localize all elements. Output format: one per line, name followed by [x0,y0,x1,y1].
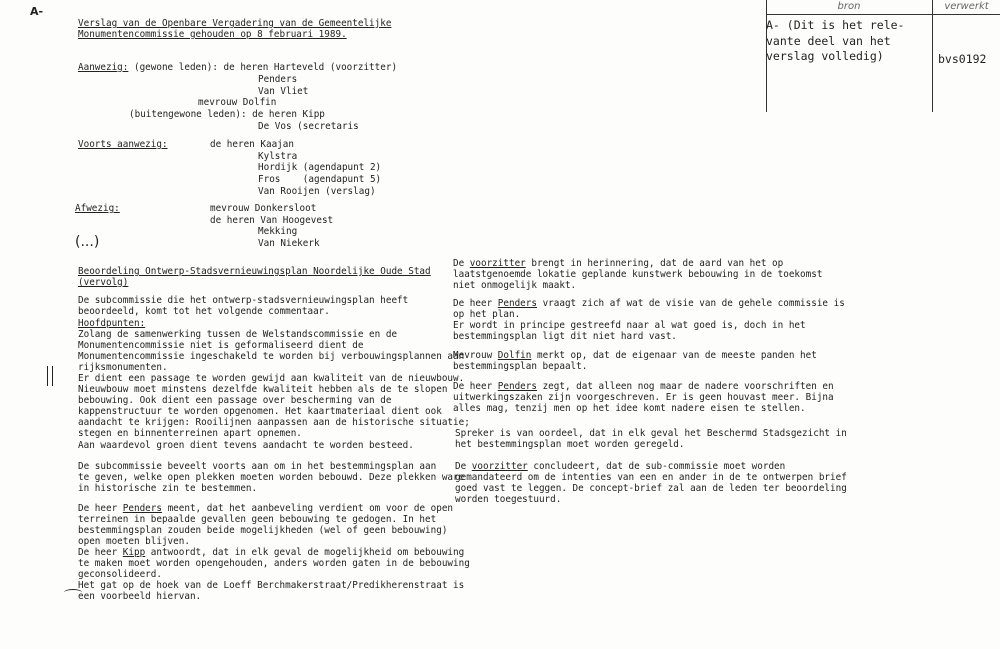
header-bron: bron [766,0,932,15]
speaker-name: Penders [497,381,537,392]
paragraph-line: Spreker is van oordeel, dat in elk geval het Beschermd Stadsgezicht in [455,428,847,439]
paragraph-line: niet onmogelijk maakt. [453,280,577,291]
paragraph-line: te maken moet worden opengehouden, anders worden gaten in de bebouwing [78,558,470,569]
absent-member: de heren Van Hoogevest [210,215,334,226]
paragraph-line: alles mag, tenzij men op het idee komt nadere eisen te stellen. [453,403,806,414]
text-fragment: De [455,461,472,472]
paragraph-line [78,547,464,559]
paragraph-line: terreinen in bepaalde gevallen geen bebouwing te gedogen. In het [78,514,437,525]
processing-code: bvs0192 [938,52,987,66]
header-verwerkt: verwerkt [933,0,1000,15]
paragraph-line: Monumentencommissie niet is geformaliseerd dient de [78,340,364,351]
page-marker: A- [30,5,44,18]
present-member: De Vos (secretaris [258,121,359,132]
absent-member: Mekking [258,226,298,237]
also-present-member: Fros (agendapunt 5) [258,174,382,185]
source-note: A- (Dit is het rele- vante deel van het verslag volledig) [766,18,905,63]
paragraph-line: op het plan. [453,309,521,320]
paragraph-line: Aan waardevol groen dient tevens aandacht te worden besteed. [78,440,414,451]
also-present-member: Kylstra [258,151,298,162]
paragraph-line: uitwerkingszaken zijn voorgeschreven. Er is geen houvast meer. Bijna [453,392,834,403]
paragraph-line [453,298,845,310]
paragraph-line: beoordeeld, komt tot het volgende commentaar. [78,306,330,317]
paragraph-line: gemandateerd om de intenties van een en ander in de te ontwerpen brief [455,472,847,483]
text-fragment: De heer [453,381,498,392]
section-heading: Beoordeling Ontwerp-Stadsvernieuwingsplan Noordelijke Oude Stad [78,266,431,277]
also-present-label: Voorts aanwezig: [78,139,168,150]
speaker-name: Dolfin [497,350,532,361]
paragraph-line: het bestemmingsplan moet worden geregeld. [455,439,685,450]
paragraph-line: bestemmingsplan ligt dit niet hard vast. [453,331,677,342]
paragraph-line: worden toegestuurd. [455,494,562,505]
present-line [78,62,397,74]
paragraph-line: Zolang de samenwerking tussen de Welstandscommissie en de [78,329,398,340]
text-fragment: De heer [78,547,123,558]
present-first: (gewone leden): de heren Harteveld (voorzitter) [128,62,398,73]
paragraph-line [453,258,783,270]
present-member: mevrouw Dolfin [198,97,277,108]
reference-table [766,0,1000,112]
text-fragment: antwoordt, dat in elk geval de mogelijkheid om bebouwing [145,547,465,558]
text-fragment: Mevrouw [453,350,498,361]
paragraph-line: Er wordt in principe gestreefd naar al wat goed is, doch in het [453,320,806,331]
absent-member: mevrouw Donkersloot [210,203,317,214]
speaker-name: Penders [497,298,537,309]
paragraph-line: Er dient een passage te worden gewijd aan kwaliteit van de nieuwbouw. [78,373,465,384]
title-line-1: Verslag van de Openbare Vergadering van de Gemeentelijke [78,18,392,29]
also-present-member: Van Rooijen (verslag) [258,186,376,197]
paragraph-line [453,350,817,362]
paragraph-line: een voorbeeld hiervan. [78,591,202,602]
paragraph-line: Nieuwbouw moet minstens dezelfde kwaliteit hebben als de te slopen [78,384,448,395]
paragraph-line: bebouwing. Ook dient een passage over bescherming van de [78,395,392,406]
absent-label: Afwezig: [75,203,120,214]
paragraph-line: Het gat op de hoek van de Loeff Berchmakerstraat/Predikherenstraat is [78,580,465,591]
text-fragment: merkt op, dat de eigenaar van de meeste panden het [531,350,817,361]
present-label: Aanwezig: [78,62,129,73]
paragraph-line: stegen en binnenterreinen apart opnemen. [78,428,302,439]
text-fragment: De [453,258,470,269]
absent-member: Van Niekerk [258,238,320,249]
table-divider [932,0,933,112]
paragraph-line: Monumentencommissie ingeschakeld te worden bij verbouwingsplannen aan [78,351,465,362]
paragraph-line: aandacht te krijgen: Rooilijnen aanpassen aan de historische situatie; [78,417,470,428]
paragraph-line: bestemmingsplan bepaalt. [453,361,588,372]
omission-marker: (...) [75,234,100,250]
text-fragment: concludeert, dat de sub-commissie moet worden [527,461,786,472]
paragraph-line: rijksmonumenten. [78,362,168,373]
present-member: Penders [258,74,298,85]
paragraph-line: De subcommissie die het ontwerp-stadsvernieuwingsplan heeft [78,295,409,306]
speaker-name: voorzitter [469,258,526,269]
paragraph-line: bestemmingsplan zouden beide mogelijkheden (wel of geen bebouwing) [78,525,448,536]
margin-mark [47,366,53,386]
paragraph-line: geconsolideerd. [78,569,162,580]
speaker-name: Penders [122,503,162,514]
text-fragment: vraagt zich af wat de visie van de gehele commissie is [536,298,845,309]
speaker-name: voorzitter [471,461,528,472]
paragraph-line: laatstgenoemde lokatie geplande kunstwerk bebouwing in de toekomst [453,269,823,280]
paragraph-line: De subcommissie beveelt voorts aan om in het bestemmingsplan aan [78,461,437,472]
title-line-2: Monumentencommissie gehouden op 8 februari 1989. [78,29,347,40]
section-heading-cont: (vervolg) [78,277,129,288]
text-fragment: De heer [78,503,123,514]
subheading-hoofdpunten: Hoofdpunten: [78,318,146,329]
paragraph-line: in historische zin te bestemmen. [78,483,258,494]
speaker-name: Kipp [122,547,146,558]
text-fragment: brengt in herinnering, dat de aard van het op [525,258,784,269]
paragraph-line [455,461,785,473]
text-fragment: zegt, dat alleen nog maar de nadere voorschriften en [536,381,834,392]
present-member: Van Vliet [258,86,309,97]
also-present-member: Hordijk (agendapunt 2) [258,162,382,173]
paragraph-line: te geven, welke open plekken moeten worden bebouwd. Deze plekken ware [78,472,465,483]
text-fragment: meent, dat het aanbeveling verdient om voor de open [161,503,454,514]
also-present-member: de heren Kaajan [210,139,294,150]
paragraph-line: kappenstructuur te worden opgenomen. Het kaartmateriaal dient ook [78,406,442,417]
present-extra-members: (buitengewone leden): de heren Kipp [129,109,325,120]
paragraph-line [453,381,834,393]
pen-stroke [64,589,82,596]
paragraph-line [78,503,453,515]
paragraph-line: goed vast te leggen. De concept-brief zal aan de leden ter beoordeling [455,483,847,494]
text-fragment: De heer [453,298,498,309]
paragraph-line: open moeten blijven. [78,536,190,547]
